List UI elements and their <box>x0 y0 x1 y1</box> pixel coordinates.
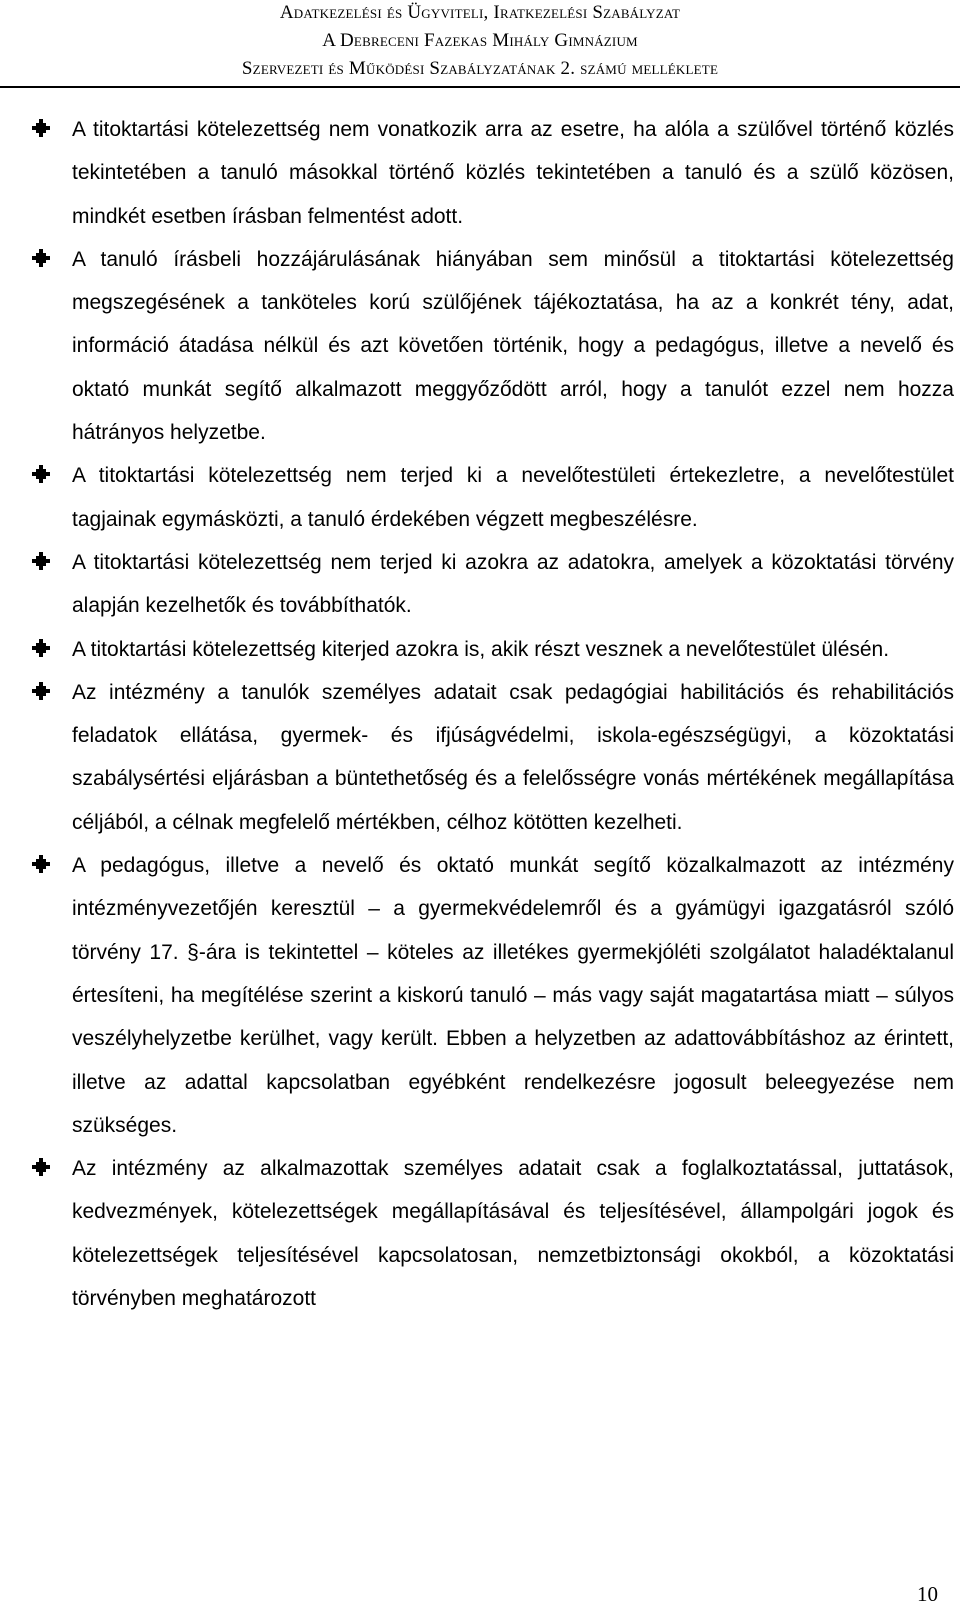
bullet-icon <box>36 1162 46 1172</box>
list-item <box>36 541 954 628</box>
bullet-icon <box>36 253 46 263</box>
list-item-text: A tanuló írásbeli hozzájárulásának hiányában sem minősül a titoktartási kötelezettség megszegésének a tanköteles korú szülőjének tájékoztatása, ha az a konkrét tény, adat, információ átadása nélkül és azt követően történik, hogy a pedagógus, illetve a nevelő és oktató munkát segítő alkalmazott meggyőződött arról, hogy a tanulót ezzel nem hozza hátrányos helyzetbe. <box>72 247 954 445</box>
list-item <box>36 628 954 671</box>
list-item <box>36 671 954 844</box>
list-item-text: Az intézmény az alkalmazottak személyes adatait csak a foglalkoztatással, juttatások, kedvezmények, kötelezettségek megállapításával és teljesítésével, állampolgári jogok és kötelezettségek teljesítésével kapcsolatosan, nemzetbiztonsági okokból, a közoktatási törvényben meghatározott <box>72 1157 954 1311</box>
header-title-line-3: Szervezeti és Működési Szabályzatának 2. számú melléklete <box>241 58 719 79</box>
list-item-text: A titoktartási kötelezettség nem vonatkozik arra az esetre, ha alóla a szülővel történő közlés tekintetében a tanuló másokkal történő közlés tekintetében a tanuló és a szülő közösen, mindkét esetben írásban felmentést adott. <box>72 118 954 228</box>
bullet-icon <box>36 469 46 479</box>
bullet-icon <box>36 123 46 133</box>
header-divider <box>0 86 960 88</box>
header-title-line-1: Adatkezelési és Ügyviteli, Iratkezelési Szabályzat <box>279 2 681 23</box>
list-item-text: A titoktartási kötelezettség nem terjed ki azokra az adatokra, amelyek a közoktatási törvény alapján kezelhetők és továbbíthatók. <box>72 550 954 618</box>
list-item-text: A pedagógus, illetve a nevelő és oktató munkát segítő közalkalmazott az intézmény intézményvezetőjén keresztül – a gyermekvédelemről és a gyámügyi igazgatásról szóló törvény 17. §-ára is tekintettel – köteles az illetékes gyermekjóléti szolgálatot haladéktalanul értesíteni, ha megítélése szerint a kiskorú tanuló – más vagy saját magatartása miatt – súlyos veszélyhelyzetbe kerülhet, vagy került. Ebben a helyzetben az adattovábbításhoz az érintett, illetve az adattal kapcsolatban egyébként rendelkezésre jogosult beleegyezése nem szükséges. <box>72 854 954 1137</box>
list-item-text: A titoktartási kötelezettség nem terjed ki a nevelőtestületi értekezletre, a nevelőtestület tagjainak egymásközti, a tanuló érdekében végzett megbeszélésre. <box>72 464 954 531</box>
page-header <box>0 0 960 83</box>
document-body <box>36 108 954 1320</box>
list-item <box>36 1147 954 1320</box>
list-item-text: A titoktartási kötelezettség kiterjed azokra is, akik részt vesznek a nevelőtestület ülésén. <box>72 637 890 661</box>
list-item-text: Az intézmény a tanulók személyes adatait csak pedagógiai habilitációs és rehabilitációs feladatok ellátása, gyermek- és ifjúságvédelmi, iskola-egészségügyi, a közoktatási szabálysértési eljárásban a büntethetőség és a felelősségre vonás mértékének megállapítása céljából, a célnak megfelelő mértékben, célhoz kötötten kezelheti. <box>72 680 954 834</box>
list-item <box>36 844 954 1147</box>
header-title-line-2: A Debreceni Fazekas Mihály Gimnázium <box>322 30 638 51</box>
bullet-icon <box>36 643 46 653</box>
bullet-icon <box>36 859 46 869</box>
bullet-icon <box>36 686 46 696</box>
page-number: 10 <box>917 1582 938 1606</box>
list-item <box>36 238 954 454</box>
list-item <box>36 108 954 238</box>
list-item <box>36 454 954 541</box>
bullet-icon <box>36 556 46 566</box>
